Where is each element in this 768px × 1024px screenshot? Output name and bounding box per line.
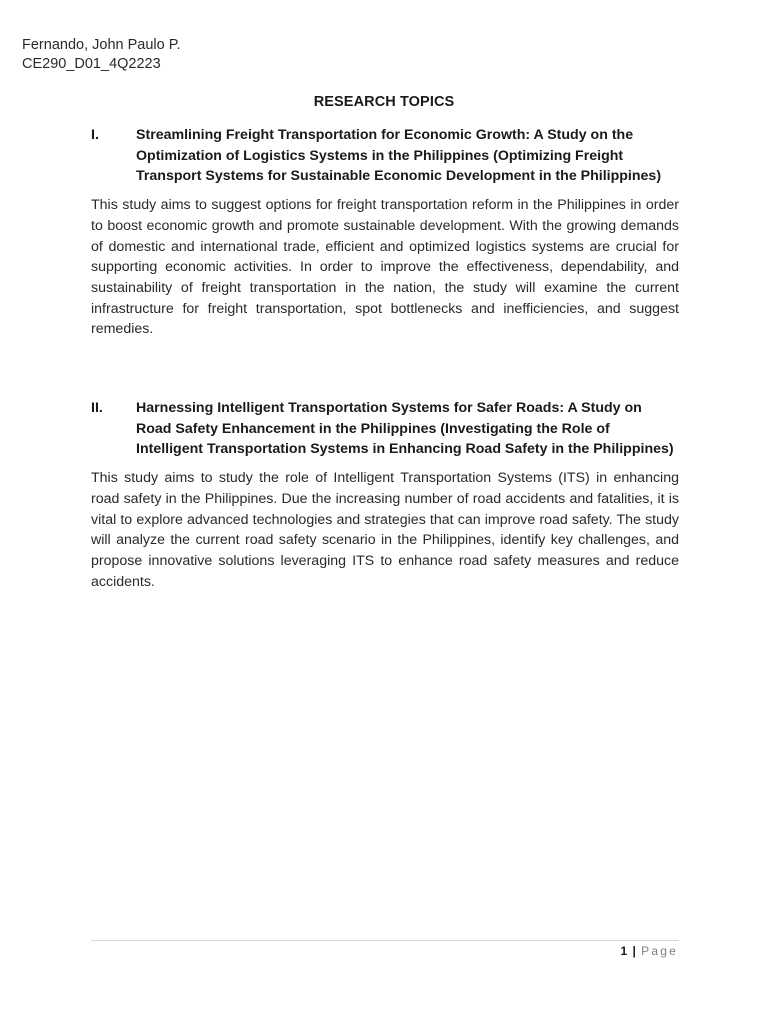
author-name: Fernando, John Paulo P. (22, 37, 181, 53)
topic-title: Streamlining Freight Transportation for Economic Growth: A Study on the Optimization of Logistics Systems in the Philippines (Optimizing Freight Transport Systems for Sustainable Economic Development in the Philippines) (136, 127, 662, 185)
topic-description: This study aims to suggest options for freight transportation reform in the Philippines in order to boost economic growth and promote sustainable development. With the growing demands of domestic and international trade, efficient and optimized logistics systems are crucial for supporting economic activities. In order to improve the effectiveness, dependability, and sustainability of freight transportation in the nation, the study will examine the current infrastructure for freight transportation, spot bottlenecks and inefficiencies, and suggest remedies. (91, 197, 679, 338)
topic-number: I. (91, 127, 99, 143)
document-title: RESEARCH TOPICS (313, 94, 455, 110)
author-header (22, 36, 181, 74)
page-separator: | (632, 944, 636, 958)
topic-number: II. (91, 400, 103, 416)
topic-heading (91, 125, 679, 187)
page-number: 1 (620, 944, 628, 958)
course-code: CE290_D01_4Q2223 (22, 56, 161, 72)
page-footer (620, 944, 678, 958)
topic-title: Harnessing Intelligent Transportation Systems for Safer Roads: A Study on Road Safety Enhancement in the Philippines (Investigating the Role of Intelligent Transportation Systems in Enhancing Road Safety in the Philippines) (136, 400, 674, 458)
footer-divider (91, 940, 679, 941)
page-label: Page (641, 944, 678, 958)
research-topic-1 (91, 125, 679, 340)
topic-description: This study aims to study the role of Intelligent Transportation Systems (ITS) in enhancing road safety in the Philippines. Due the increasing number of road accidents and fatalities, it is vital to explore advanced technologies and strategies that can improve road safety. The study will analyze the current road safety scenario in the Philippines, identify key challenges, and propose innovative solutions leveraging ITS to enhance road safety measures and reduce accidents. (91, 470, 679, 590)
topic-heading (91, 398, 679, 460)
research-topic-2 (91, 398, 679, 592)
